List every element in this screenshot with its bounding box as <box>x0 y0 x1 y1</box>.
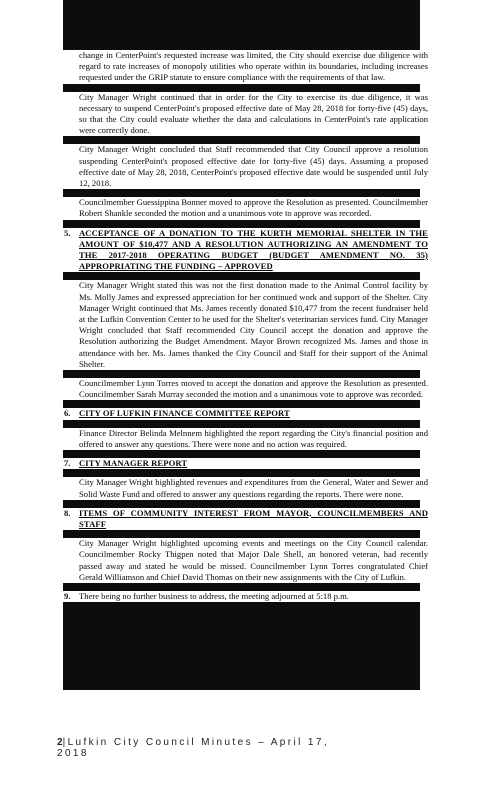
paragraph-due-diligence: City Manager Wright continued that in order for the City to exercise its due diligence, it was necessary to suspend CenterPoint's proposed effective date of May 28, 2018 for forty-five (45) days, so that the City could evaluate whether the data and calculations in CenterPoint's rate application were correctly done. <box>60 92 428 137</box>
footer-title: Lufkin City Council Minutes – April 17, 2018 <box>57 737 330 759</box>
section-7-city-manager-report <box>60 458 428 500</box>
section-paragraph: Councilmember Lynn Torres moved to accept the donation and approve the Resolution as presented. Councilmember Sarah Murray seconded the motion and a unanimous vote to approve was recorded. <box>60 378 428 400</box>
paragraph-staff-recommendation: City Manager Wright concluded that Staff recommended that City Council approve a resolution suspending CenterPoint's proposed effective date for forty-five (45) days. Assuming a proposed effective date of May 28, 2018, CenterPoint's proposed effective date would be suspended until July 12, 2018. <box>60 144 428 189</box>
section-number: 7. <box>64 458 71 469</box>
section-9-adjourn <box>60 591 428 602</box>
paragraph-rate-increase: change in CenterPoint's requested increase was limited, the City should exercise due diligence with regard to rate increases of monopoly utilities who operate within its boundaries, including increases requested under the GRIP statute to ensure compliance with the requirements of that law. <box>60 50 428 84</box>
paragraph-motion-resolution: Councilmember Guessippina Bonner moved to approve the Resolution as presented. Councilmember Robert Shankle seconded the motion and a unanimous vote to approve was recorded. <box>60 197 428 219</box>
section-paragraph: City Manager Wright highlighted upcoming events and meetings on the City Council calendar. Councilmember Rocky Thigpen noted that Major Dale Shell, an honored veteran, had recently passed away and stated he would be missed. Councilmember Lynn Torres congratulated Chief Gerald Williamson and Chief David Thomas on their new assignments with the City of Lufkin. <box>60 538 428 583</box>
section-paragraph: Finance Director Belinda Melnnem highlighted the report regarding the City's financial position and offered to answer any questions. There were none and no action was required. <box>60 428 428 450</box>
section-number: 8. <box>64 507 71 518</box>
page-number: 2 <box>57 737 63 748</box>
section-8-community-interest <box>60 508 428 583</box>
section-number: 6. <box>64 408 71 419</box>
section-paragraph: City Manager Wright stated this was not the first donation made to the Animal Control facility by Ms. Molly James and expressed appreciation for her continued work and support of the Shelter. City Manager Wright continued that Ms. James recently donated $10,477 from the recent fundraiser held at the Lufkin Convention Center to be used for the Shelter's veterinarian services fund. City Manager Wright concluded that Staff recommended City Council accept the donation and approve the Resolution authorizing the Budget Amendment. Mayor Brown recognized Ms. James and those in attendance with her. Ms. James thanked the City Council and Staff for their support of the Animal Shelter. <box>60 280 428 370</box>
minutes-content <box>60 50 428 610</box>
section-heading: ITEMS OF COMMUNITY INTEREST FROM MAYOR, COUNCILMEMBERS AND STAFF <box>60 508 428 530</box>
section-paragraph: City Manager Wright highlighted revenues and expenditures from the General, Water and Sewer and Solid Waste Fund and offered to answer any questions regarding the reports. There were none. <box>60 477 428 499</box>
section-number: 9. <box>64 590 71 601</box>
section-heading: CITY OF LUFKIN FINANCE COMMITTEE REPORT <box>60 408 428 419</box>
section-heading: ACCEPTANCE OF A DONATION TO THE KURTH MEMORIAL SHELTER IN THE AMOUNT OF $10,477 AND A RESOLUTION AUTHORIZING AN AMENDMENT TO THE 2017-2018 OPERATING BUDGET (BUDGET AMENDMENT NO. 35) APPROPRIATING THE FUNDING – APPROVED <box>60 228 428 273</box>
section-5-donation <box>60 228 428 401</box>
section-heading: CITY MANAGER REPORT <box>60 458 428 469</box>
adjourn-text: There being no further business to address, the meeting adjourned at 5:18 p.m. <box>60 591 428 602</box>
section-6-finance-report <box>60 408 428 450</box>
footer-separator: | <box>62 737 68 748</box>
page-footer <box>57 737 357 759</box>
section-number: 5. <box>64 227 71 238</box>
